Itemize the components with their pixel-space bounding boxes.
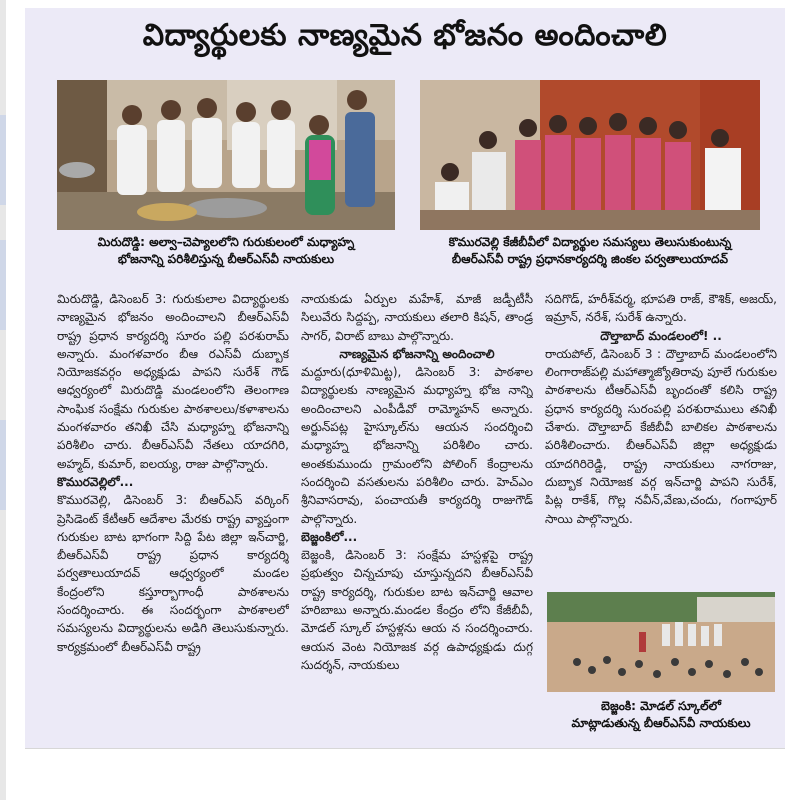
clipping-bottom-edge [25, 748, 785, 749]
col2-para3: బెజ్జంకి, డిసెంబర్‌ 3: సంక్షేమ హస్టళ్లపై రాష్ట్ర ప్రభుత్వం చిన్నచూపు చూస్తున్నదని బీఆర్‌ఎస్‌వీ రాష్ట్ర కార్యదర్శి, గురుకుల బాట ఇన్‌చార్జి ఆవాల హరిబాబు అన్నారు.మండల కేంద్రం లోని కేజీబీవీ, మోడల్‌ స్కూల్‌ హస్టళ్లను ఆయ న సందర్శించారు. ఆయన వెంట నియోజక వర్గ ఉపాధ్యక్షుడు దుగ్గ సుదర్శన్‌, నాయకులు [301, 548, 533, 672]
col1-para2: కొమురవెల్లి, డిసెంబర్‌ 3: బీఆర్‌ఎస్‌ వర్కింగ్‌ ప్రెసిడెంట్‌ కేటీఆర్‌ ఆదేశాల మేరకు రాష్ట్ర వ్యాప్తంగా గురుకుల బాట భాగంగా సిద్ది పేట జిల్లా ఇన్‌చార్జి, బీఆర్‌ఎస్‌వీ రాష్ట్ర ప్రధాన కార్యదర్శి పర్వతాలుయాదవ్‌ ఆధ్వర్యంలో మండల కేంద్రంలోని కస్తూర్బాగాంధీ పాఠశాలను సందర్శించారు. ఈ సందర్భంగా పాఠశాలలో సమస్యలను విద్యార్థులను అడిగి తెలుసుకున్నారు. కార్యక్రమంలో బీఆర్‌ఎస్‌వీ రాష్ట్ర [57, 493, 289, 654]
col1-subheading-komuravelli: కొమురవెల్లిలో... [57, 474, 134, 489]
headline: విద్యార్థులకు నాణ్యమైన భోజనం అందించాలి [142, 18, 668, 53]
col2-para2: మద్దూరు(ధూళిమిట్ట), డిసెంబర్‌ 3: పాఠశాల విద్యార్థులకు నాణ్యమైన మధ్యాహ్న భోజ నాన్ని అందించాలని ఎంపీడీవో రామ్మోహన్‌ అన్నారు. అర్జున్‌పట్ల హైస్కూల్‌ను ఆయన సందర్శించి మధ్యాహ్న భోజనాన్ని పరిశీలిం చారు. అంతకుముందు గ్రామంలోని పోలింగ్‌ కేంద్రాలను సందర్శించి వసతులను పరిశీలిం చారు. హెచ్‌ఎం శ్రీనివాసరావు, పంచాయతీ కార్యదర్శి రాజుగౌడ్‌ పాల్గొన్నారు. [301, 365, 533, 526]
col2-subheading-bejjanki: బెజ్జంకిలో... [301, 529, 358, 544]
col2-para1: నాయకుడు ఏర్పుల మహేశ్‌, మాజీ జడ్పీటీసీ సిలువేరు సిద్దప్ప, నాయకులు తలారి కిషన్‌, తాండ్ర సాగర్‌, విరాట్‌ బాబు పాల్గొన్నారు. [301, 292, 533, 343]
photo-model-school [547, 592, 775, 692]
column-3 [545, 290, 777, 586]
col3-para1: సదిగొడ్‌, హరీశ్‌వర్మ, భూపతి రాజ్‌, కౌశిక్‌, అజయ్‌, ఇమ్రాన్‌, నరేశ్‌, సురేశ్‌ ఉన్నారు. [545, 292, 777, 325]
col3-subheading-daulatabad: దౌల్తాబాద్‌ మండలంలో! .. [600, 328, 722, 343]
col3-para2: రాయపోల్‌, డిసెంబర్‌ 3 : దౌల్తాబాద్‌ మండలంలోని లింగారాజ్‌పల్లి మహాత్మాజ్యోతిరావు పూలే గురుకుల పాఠశాలను టీఆర్‌ఎస్‌వీ బృందంతో కలిసి రాష్ట్ర ప్రధాన కార్యదర్శి సురంపల్లి పరశురాములు తనిఖీ చేశారు. దౌల్తాబాద్‌ కేజీబీవీ బాలికల పాఠశాలను పరిశీలించారు. బీఆర్‌ఎస్‌వీ జిల్లా అధ్యక్షుడు యాదగిరిరెడ్డి, రాష్ట్ర నాయకులు నాగరాజు, దుబ్బాక నియోజక వర్గ ఇన్‌చార్జి పాపని సురేశ్‌, పిట్ల రాకేశ్‌, గొల్ల నవీన్‌,వేణు,చందు, గంగాపూర్‌ సాయి పాల్గొన్నారు. [545, 346, 777, 526]
photo-kgbv-students [420, 80, 760, 230]
photo2-caption [415, 234, 765, 268]
col2-subheading-quality-food: నాణ్యమైన భోజనాన్ని అందించాలి [339, 346, 495, 361]
photo1-caption [57, 234, 395, 268]
photo3-caption-line2: మాట్లాడుతున్న బీఆర్‌ఎస్‌వీ నాయకులు [571, 716, 751, 730]
news-clipping [25, 8, 785, 748]
adjacent-page-strip [0, 0, 6, 800]
photo1-caption-line1: మిరుదొడ్డి: అల్వా–చెప్యాలలోని గురుకులంలో మధ్యాహ్న [97, 235, 355, 249]
photo-gurukul-kitchen [57, 80, 395, 230]
photo2-caption-line2: బీఆర్‌ఎస్‌వీ రాష్ట్ర ప్రధానకార్యదర్శి జింకల పర్వతాలుయాదవ్ [451, 252, 729, 266]
photo1-caption-line2: భోజనాన్ని పరిశీలిస్తున్న బీఆర్‌ఎస్‌వీ నాయకులు [117, 252, 335, 266]
column-2 [301, 290, 533, 740]
col1-para1: మిరుదొడ్డి, డిసెంబర్‌ 3: గురుకులాల విద్యార్థులకు నాణ్యమైన భోజనం అందించాలని బీఆర్‌ఎస్‌వీ రాష్ట్ర ప్రధాన కార్యదర్శి సూరం పల్లి పరశురామ్‌ అన్నారు. మంగళవారం బీఆ రఎస్‌వీ దుబ్బాక నియోజకవర్గం అధ్యక్షుడు పాపని సురేశ్‌ గౌడ్‌ ఆధ్వర్యంలో మిరుదొడ్డి మండలంలోని తెలంగాణ సాంఘిక సంక్షేమ గురుకుల పాఠశాలలు/కళాశాలను మంగళవారం తనిఖీ చేసి మధ్యాహ్న భోజనాన్ని పరిశీలిం చారు. బీఆర్‌ఎస్‌వీ నేతలు యాదగిరి, అహ్మద్‌, కుమార్‌, ఐలయ్య, రాజు పాల్గొన్నారు. [57, 292, 289, 471]
photo3-caption-line1: బెజ్జంకి: మోడల్‌ స్కూల్‌లో [600, 699, 722, 713]
photo3-caption [547, 698, 775, 732]
column-1 [57, 290, 289, 740]
photo2-caption-line1: కొమురవెల్లి కేజీబీవీలో విద్యార్థుల సమస్యలు తెలుసుకుంటున్న [448, 235, 732, 249]
